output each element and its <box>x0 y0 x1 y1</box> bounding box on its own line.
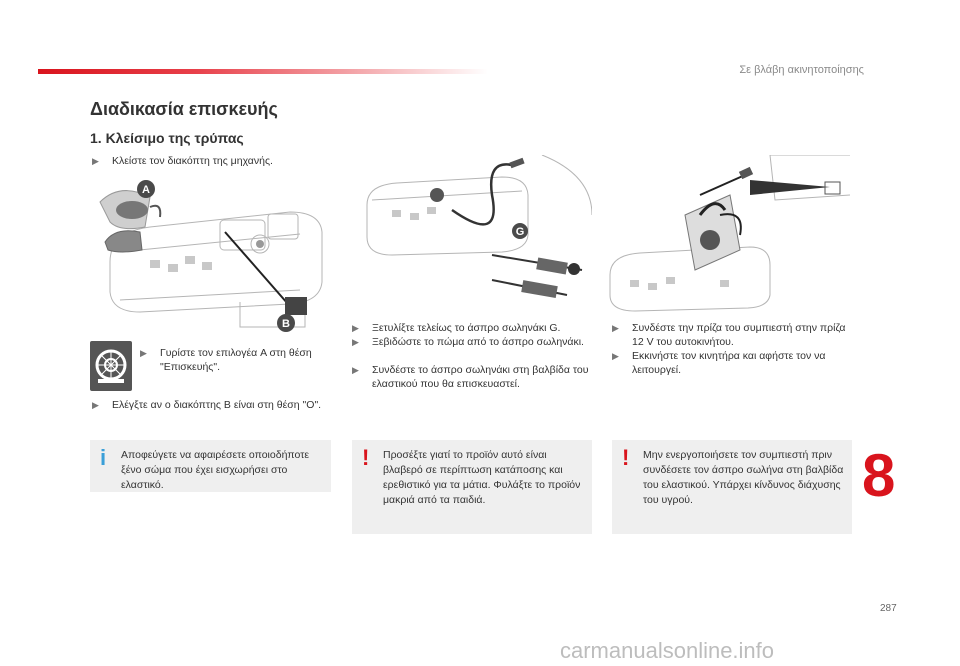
watermark: carmanualsonline.info <box>560 638 775 663</box>
socket-illustration <box>600 155 850 315</box>
bullet-marker-icon: ▶ <box>140 348 147 358</box>
right-bullet-1 <box>612 321 852 349</box>
left-bullet-3-text: Ελέγξτε αν ο διακόπτης B είναι στη θέση "O". <box>112 399 322 411</box>
page-title: Διαδικασία επισκευής <box>90 99 278 119</box>
compressor-kit-illustration <box>90 172 330 332</box>
bullet-marker-icon: ▶ <box>612 323 619 333</box>
warning-note-1 <box>352 440 592 534</box>
hose-illustration <box>352 155 592 315</box>
chapter-number: 8 <box>862 442 896 509</box>
callout-g-label: G <box>515 226 525 238</box>
middle-bullet-3 <box>352 363 592 391</box>
section-title: Σε βλάβη ακινητοποίησης <box>739 64 864 76</box>
middle-bullet-1-text: Ξετυλίξτε τελείως το άσπρο σωληνάκι G. <box>372 322 561 334</box>
middle-bullet-2 <box>352 335 592 349</box>
left-bullet-1-text: Κλείστε τον διακόπτη της μηχανής. <box>112 155 273 167</box>
callout-b-label: B <box>282 318 290 330</box>
info-note <box>90 440 331 492</box>
left-bullet-2-text: Γυρίστε τον επιλογέα A στη θέση "Επισκευής". <box>160 347 312 373</box>
left-bullet-1 <box>92 154 332 168</box>
right-bullet-2-text: Εκκινήστε τον κινητήρα και αφήστε τον να λειτουργεί. <box>632 350 826 376</box>
page-number: 287 <box>880 603 897 614</box>
warning-note-2-text: Μην ενεργοποιήσετε τον συμπιεστή πριν συνδέσετε τον άσπρο σωλήνα στη βαλβίδα του ελαστικού. Υπάρχει κίνδυνος διάχυσης του υγρού. <box>643 449 844 506</box>
middle-bullet-1 <box>352 321 592 335</box>
callout-a-label: A <box>142 184 150 196</box>
middle-bullet-2-text: Ξεβιδώστε το πώμα από το άσπρο σωληνάκι. <box>372 336 584 348</box>
header-accent-bar <box>38 69 488 74</box>
right-bullet-1-text: Συνδέστε την πρίζα του συμπιεστή στην πρίζα 12 V του αυτοκινήτου. <box>632 322 846 348</box>
warning-icon: ! <box>362 445 370 470</box>
step-title: 1. Κλείσιμο της τρύπας <box>90 130 244 146</box>
bullet-marker-icon: ▶ <box>92 400 99 410</box>
warning-icon: ! <box>622 445 630 470</box>
bullet-marker-icon: ▶ <box>612 351 619 361</box>
right-bullet-2 <box>612 349 852 377</box>
bullet-marker-icon: ▶ <box>352 323 359 333</box>
left-bullet-2 <box>140 346 340 374</box>
left-bullet-3 <box>92 398 322 412</box>
bullet-marker-icon: ▶ <box>352 365 359 375</box>
bullet-marker-icon: ▶ <box>352 337 359 347</box>
tyre-repair-icon <box>90 341 132 391</box>
middle-bullet-3-text: Συνδέστε το άσπρο σωληνάκι στη βαλβίδα του ελαστικού που θα επισκευαστεί. <box>372 364 589 390</box>
bullet-marker-icon: ▶ <box>92 156 99 166</box>
warning-note-1-text: Προσέξτε γιατί το προϊόν αυτό είναι βλαβερό σε περίπτωση κατάποσης και ερεθιστικό για τα μάτια. Φυλάξτε το προϊόν μακριά από τα παιδιά. <box>383 449 581 506</box>
info-icon: i <box>100 445 107 470</box>
warning-note-2 <box>612 440 852 534</box>
info-note-text: Αποφεύγετε να αφαιρέσετε οποιοδήποτε ξένο σώμα που έχει εισχωρήσει στο ελαστικό. <box>121 449 310 491</box>
